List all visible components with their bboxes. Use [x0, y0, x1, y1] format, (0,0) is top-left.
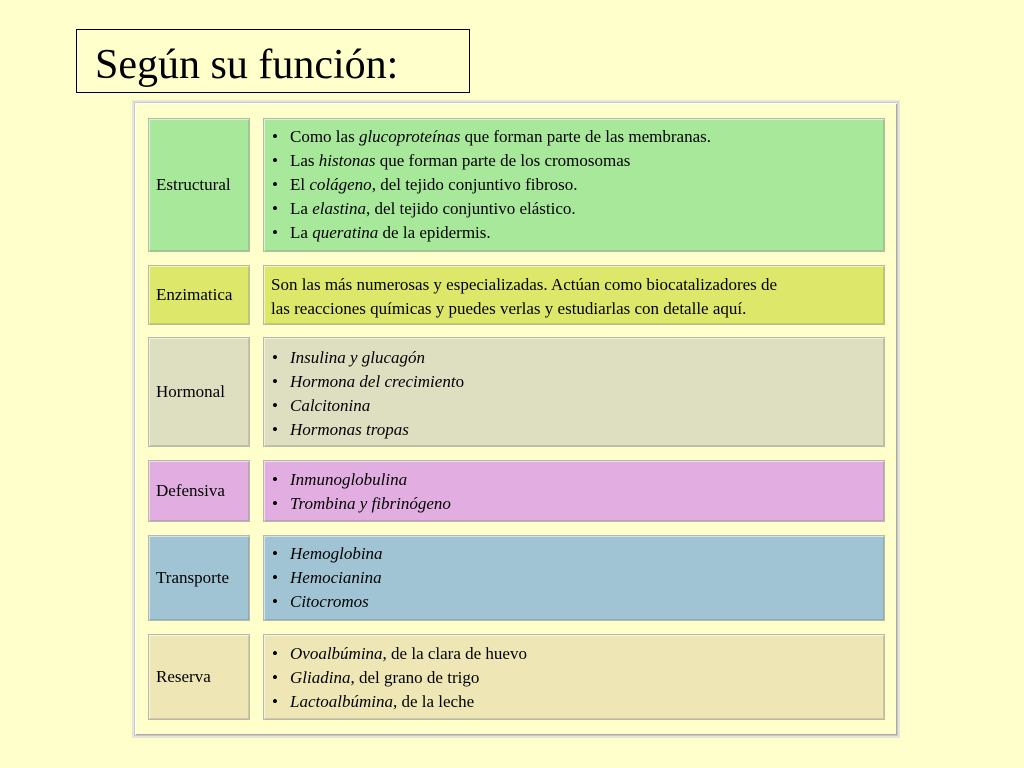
bullet-icon: •	[272, 644, 278, 663]
label-transporte	[148, 535, 250, 621]
row-reserva	[135, 634, 897, 720]
list-item: • Trombina y fibrinógeno	[271, 492, 878, 516]
bullet-icon: •	[272, 372, 278, 391]
list-item: • Hormona del crecimiento	[271, 370, 878, 394]
label-text: Transporte	[156, 568, 230, 587]
list-item: • Insulina y glucagón	[271, 346, 878, 370]
label-estructural	[148, 118, 250, 252]
row-transporte	[135, 535, 897, 621]
label-text: Enzimatica	[156, 285, 233, 304]
row-estructural	[135, 118, 897, 252]
label-reserva	[148, 634, 250, 720]
bullet-list	[271, 346, 878, 442]
row-enzimatica	[135, 265, 897, 325]
list-item: • Calcitonina	[271, 394, 878, 418]
content-reserva	[263, 634, 885, 720]
list-item: • Gliadina, del grano de trigo	[271, 666, 878, 690]
bullet-list	[271, 125, 878, 245]
content-defensiva	[263, 460, 885, 522]
label-enzimatica	[148, 265, 250, 325]
content-enzimatica	[263, 265, 885, 325]
bullet-icon: •	[272, 494, 278, 513]
description-line: las reacciones químicas y puedes verlas y estudiarlas con detalle aquí.	[271, 299, 747, 318]
bullet-icon: •	[272, 668, 278, 687]
bullet-icon: •	[272, 223, 278, 242]
label-hormonal	[148, 337, 250, 447]
bullet-icon: •	[272, 592, 278, 611]
list-item: • Como las glucoproteínas que forman parte de las membranas.	[271, 125, 878, 149]
label-defensiva	[148, 460, 250, 522]
label-text: Reserva	[156, 667, 211, 686]
slide-title: Según su función:	[95, 42, 399, 88]
bullet-icon: •	[272, 568, 278, 587]
bullet-list	[271, 642, 878, 714]
bullet-list	[271, 468, 878, 516]
bullet-icon: •	[272, 692, 278, 711]
title-box	[76, 29, 470, 93]
row-defensiva	[135, 460, 897, 522]
bullet-icon: •	[272, 348, 278, 367]
list-item: • El colágeno, del tejido conjuntivo fibroso.	[271, 173, 878, 197]
label-text: Defensiva	[156, 481, 225, 500]
function-table	[134, 102, 898, 736]
bullet-list	[271, 542, 878, 614]
list-item: • Ovoalbúmina, de la clara de huevo	[271, 642, 878, 666]
bullet-icon: •	[272, 175, 278, 194]
list-item: • Inmunoglobulina	[271, 468, 878, 492]
description-line: Son las más numerosas y especializadas. Actúan como biocatalizadores de	[271, 275, 778, 294]
content-transporte	[263, 535, 885, 621]
list-item: • Hemocianina	[271, 566, 878, 590]
list-item: • La queratina de la epidermis.	[271, 221, 878, 245]
content-estructural	[263, 118, 885, 252]
label-text: Hormonal	[156, 382, 225, 401]
bullet-icon: •	[272, 544, 278, 563]
label-text: Estructural	[156, 175, 231, 194]
list-item: • Hemoglobina	[271, 542, 878, 566]
bullet-icon: •	[272, 127, 278, 146]
bullet-icon: •	[272, 199, 278, 218]
list-item: • Hormonas tropas	[271, 418, 878, 442]
list-item: • Lactoalbúmina, de la leche	[271, 690, 878, 714]
list-item: • Las histonas que forman parte de los cromosomas	[271, 149, 878, 173]
list-item: • Citocromos	[271, 590, 878, 614]
bullet-icon: •	[272, 151, 278, 170]
list-item: • La elastina, del tejido conjuntivo elástico.	[271, 197, 878, 221]
content-hormonal	[263, 337, 885, 447]
bullet-icon: •	[272, 420, 278, 439]
bullet-icon: •	[272, 470, 278, 489]
bullet-icon: •	[272, 396, 278, 415]
row-hormonal	[135, 337, 897, 447]
